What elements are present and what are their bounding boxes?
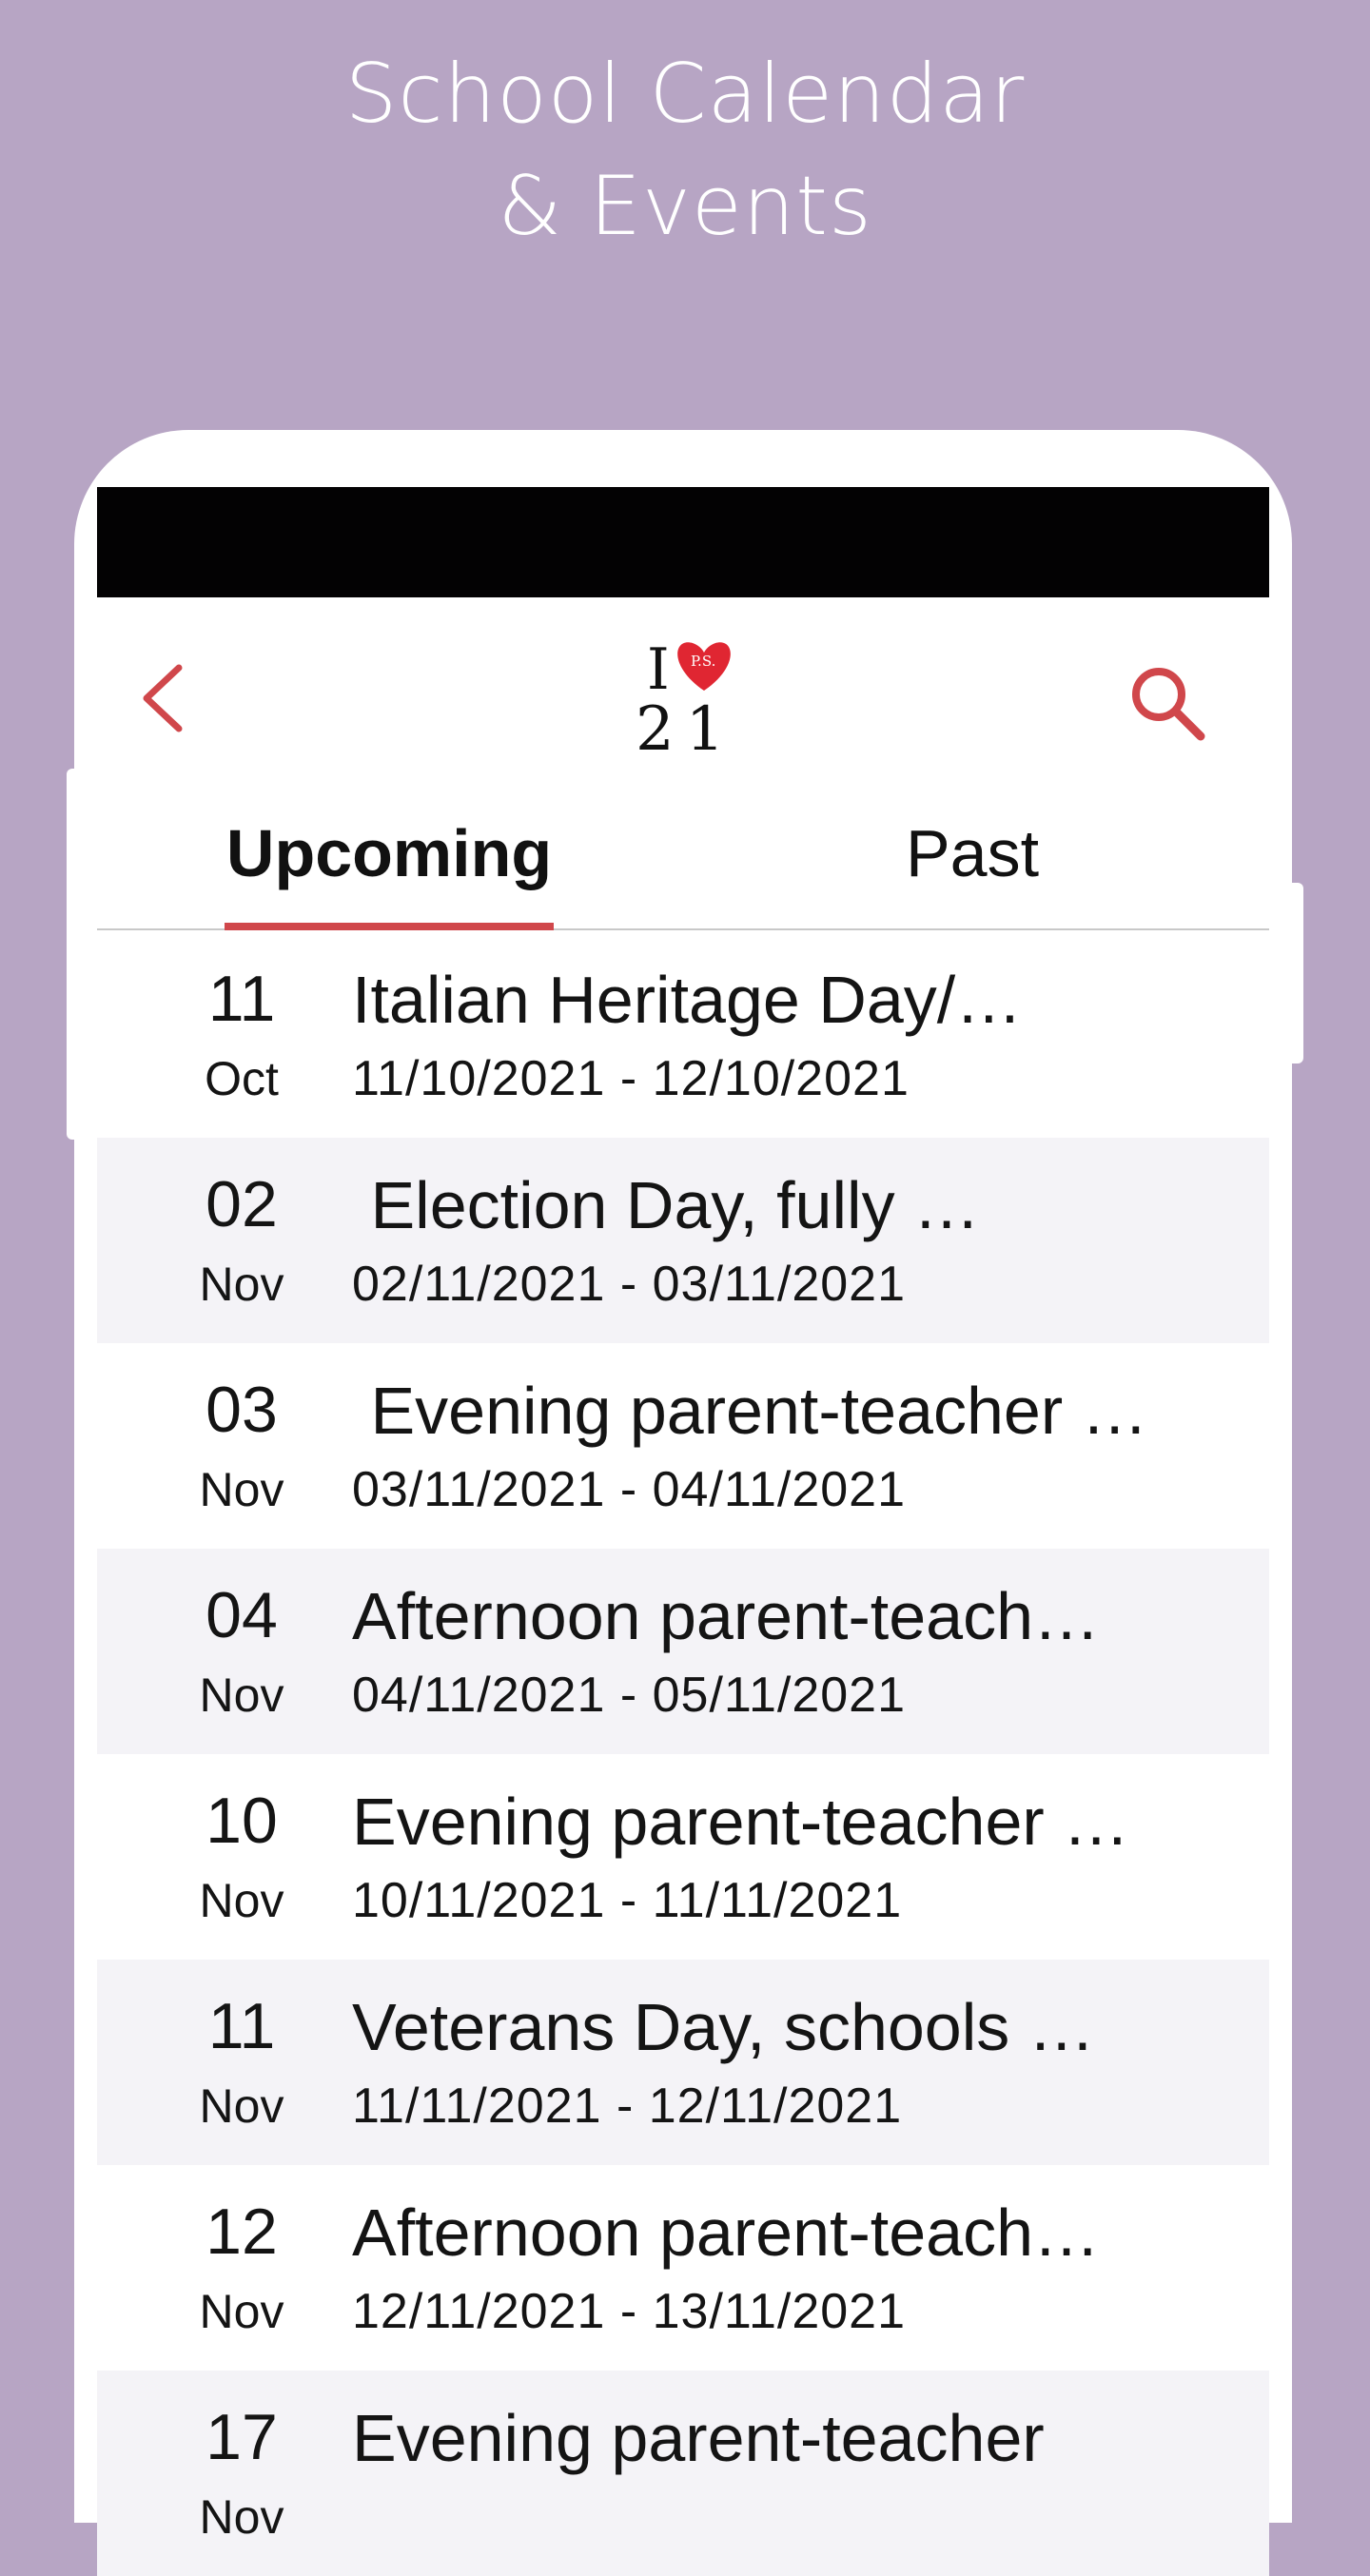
event-month: Nov [199,1669,284,1722]
event-month: Nov [199,1258,284,1311]
tab-bar [97,797,1269,930]
event-month: Nov [199,1874,284,1927]
event-day: 03 [206,1374,278,1446]
app-header [97,597,1269,797]
event-month: Nov [199,2079,284,2133]
event-row[interactable] [97,1549,1269,1754]
logo-text-bottom: 21 [636,694,736,765]
event-row[interactable] [97,1343,1269,1549]
event-row[interactable] [97,1754,1269,1960]
event-title: Evening parent-teacher … [352,1785,1130,1859]
search-icon [1125,660,1210,746]
search-button[interactable] [1125,660,1210,746]
phone-side-button-right [1284,883,1303,1064]
event-date-range: 12/11/2021 - 13/11/2021 [352,2284,906,2339]
event-date-range: 03/11/2021 - 04/11/2021 [352,1462,906,1517]
event-title: Evening parent-teacher … [352,1374,1148,1448]
event-row[interactable] [97,1960,1269,2165]
promo-title-line2: & Events [498,159,872,254]
event-date-range: 04/11/2021 - 05/11/2021 [352,1668,906,1723]
event-title: Veterans Day, schools … [352,1990,1095,2064]
event-day: 17 [206,2401,278,2473]
event-day: 04 [206,1579,278,1651]
event-row[interactable] [97,932,1269,1138]
tab-upcoming[interactable]: Upcoming [225,816,553,890]
event-month: Nov [199,2285,284,2338]
event-day: 10 [206,1785,278,1857]
event-row[interactable] [97,2165,1269,2371]
chevron-left-icon [129,660,196,736]
tab-selected-indicator [225,923,554,930]
event-list [97,932,1269,2576]
event-date-range: 11/11/2021 - 12/11/2021 [352,2078,903,2134]
phone-side-button-left [67,769,86,1140]
event-day: 11 [207,963,276,1035]
event-day: 02 [206,1168,278,1240]
app-screen [97,487,1269,2544]
tab-past[interactable]: Past [905,816,1040,890]
back-button[interactable] [129,660,196,736]
event-date-range: 02/11/2021 - 03/11/2021 [352,1257,906,1312]
event-day: 11 [207,1990,276,2062]
event-month: Oct [205,1052,279,1105]
event-title: Election Day, fully … [352,1168,981,1242]
logo-heart-text: P.S. [691,653,716,670]
event-title: Italian Heritage Day/… [352,963,1023,1037]
event-row[interactable] [97,1138,1269,1343]
event-title: Evening parent-teacher [352,2401,1045,2475]
promo-title [0,38,1370,263]
event-date-range: 10/11/2021 - 11/11/2021 [352,1873,903,1928]
event-month: Nov [199,1463,284,1516]
promo-title-line1: School Calendar [344,47,1026,142]
school-logo [630,634,744,765]
event-title: Afternoon parent-teach… [352,2195,1101,2270]
event-row[interactable] [97,2371,1269,2576]
event-title: Afternoon parent-teach… [352,1579,1101,1653]
event-day: 12 [206,2195,278,2268]
logo-text-top: I [647,636,670,703]
status-bar [97,487,1269,597]
event-date-range: 11/10/2021 - 12/10/2021 [352,1051,910,1106]
event-month: Nov [199,2490,284,2544]
